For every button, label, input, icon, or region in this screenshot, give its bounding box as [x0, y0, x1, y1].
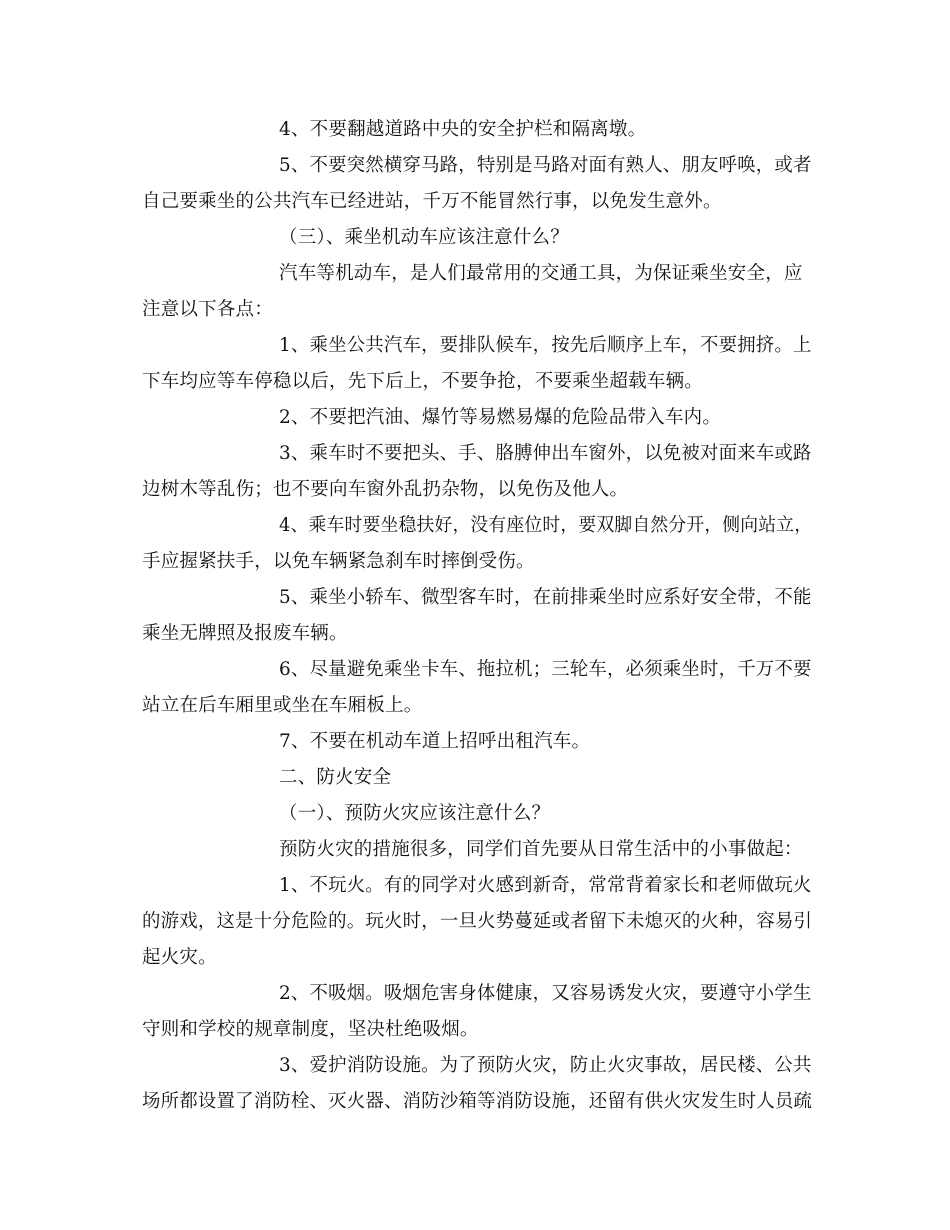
text-line: 1、乘坐公共汽车，要排队候车，按先后顺序上车，不要拥挤。上: [279, 335, 812, 356]
text-line: 汽车等机动车，是人们最常用的交通工具，为保证乘坐安全，应: [279, 263, 803, 284]
text-line: 3、乘车时不要把头、手、胳膊伸出车窗外，以免被对面来车或路: [279, 443, 812, 464]
text-line: 4、乘车时要坐稳扶好，没有座位时，要双脚自然分开，侧向站立，: [279, 515, 813, 536]
text-line: 5、不要突然横穿马路，特别是马路对面有熟人、朋友呼唤，或者: [279, 155, 812, 176]
text-line: 注意以下各点：: [142, 299, 273, 320]
text-line: 4、不要翻越道路中央的安全护栏和隔离墩。: [279, 119, 647, 140]
text-line: 站立在后车厢里或坐在车厢板上。: [142, 695, 423, 716]
text-line: 场所都设置了消防栓、灭火器、消防沙箱等消防设施，还留有供火灾发生时人员疏: [142, 1091, 813, 1112]
text-line: 自己要乘坐的公共汽车已经进站，千万不能冒然行事，以免发生意外。: [142, 191, 722, 212]
text-line: 起火灾。: [142, 947, 217, 968]
text-line: 预防火灾的措施很多，同学们首先要从日常生活中的小事做起：: [279, 839, 803, 860]
text-line: 的游戏，这是十分危险的。玩火时，一旦火势蔓延或者留下未熄灭的火种，容易引: [142, 911, 813, 932]
text-line: 边树木等乱伤；也不要向车窗外乱扔杂物，以免伤及他人。: [142, 479, 629, 500]
section-heading: （一）、预防火灾应该注意什么？: [279, 803, 551, 824]
text-line: 守则和学校的规章制度，坚决杜绝吸烟。: [142, 1019, 479, 1040]
text-line: 2、不要把汽油、爆竹等易燃易爆的危险品带入车内。: [279, 407, 722, 428]
section-heading: 二、防火安全: [279, 767, 392, 788]
text-line: 6、尽量避免乘坐卡车、拖拉机；三轮车，必须乘坐时，千万不要: [279, 659, 812, 680]
text-line: 3、爱护消防设施。为了预防火灾，防止火灾事故，居民楼、公共: [279, 1055, 812, 1076]
section-heading: （三）、乘坐机动车应该注意什么？: [279, 227, 569, 248]
text-line: 7、不要在机动车道上招呼出租汽车。: [279, 731, 591, 752]
text-line: 2、不吸烟。吸烟危害身体健康，又容易诱发火灾，要遵守小学生: [279, 983, 812, 1004]
text-line: 5、乘坐小轿车、微型客车时，在前排乘坐时应系好安全带，不能: [279, 587, 812, 608]
text-line: 1、不玩火。有的同学对火感到新奇，常常背着家长和老师做玩火: [279, 875, 812, 896]
text-line: 下车均应等车停稳以后，先下后上，不要争抢，不要乘坐超载车辆。: [142, 371, 704, 392]
text-line: 手应握紧扶手，以免车辆紧急刹车时摔倒受伤。: [142, 551, 535, 572]
text-line: 乘坐无牌照及报废车辆。: [142, 623, 348, 644]
